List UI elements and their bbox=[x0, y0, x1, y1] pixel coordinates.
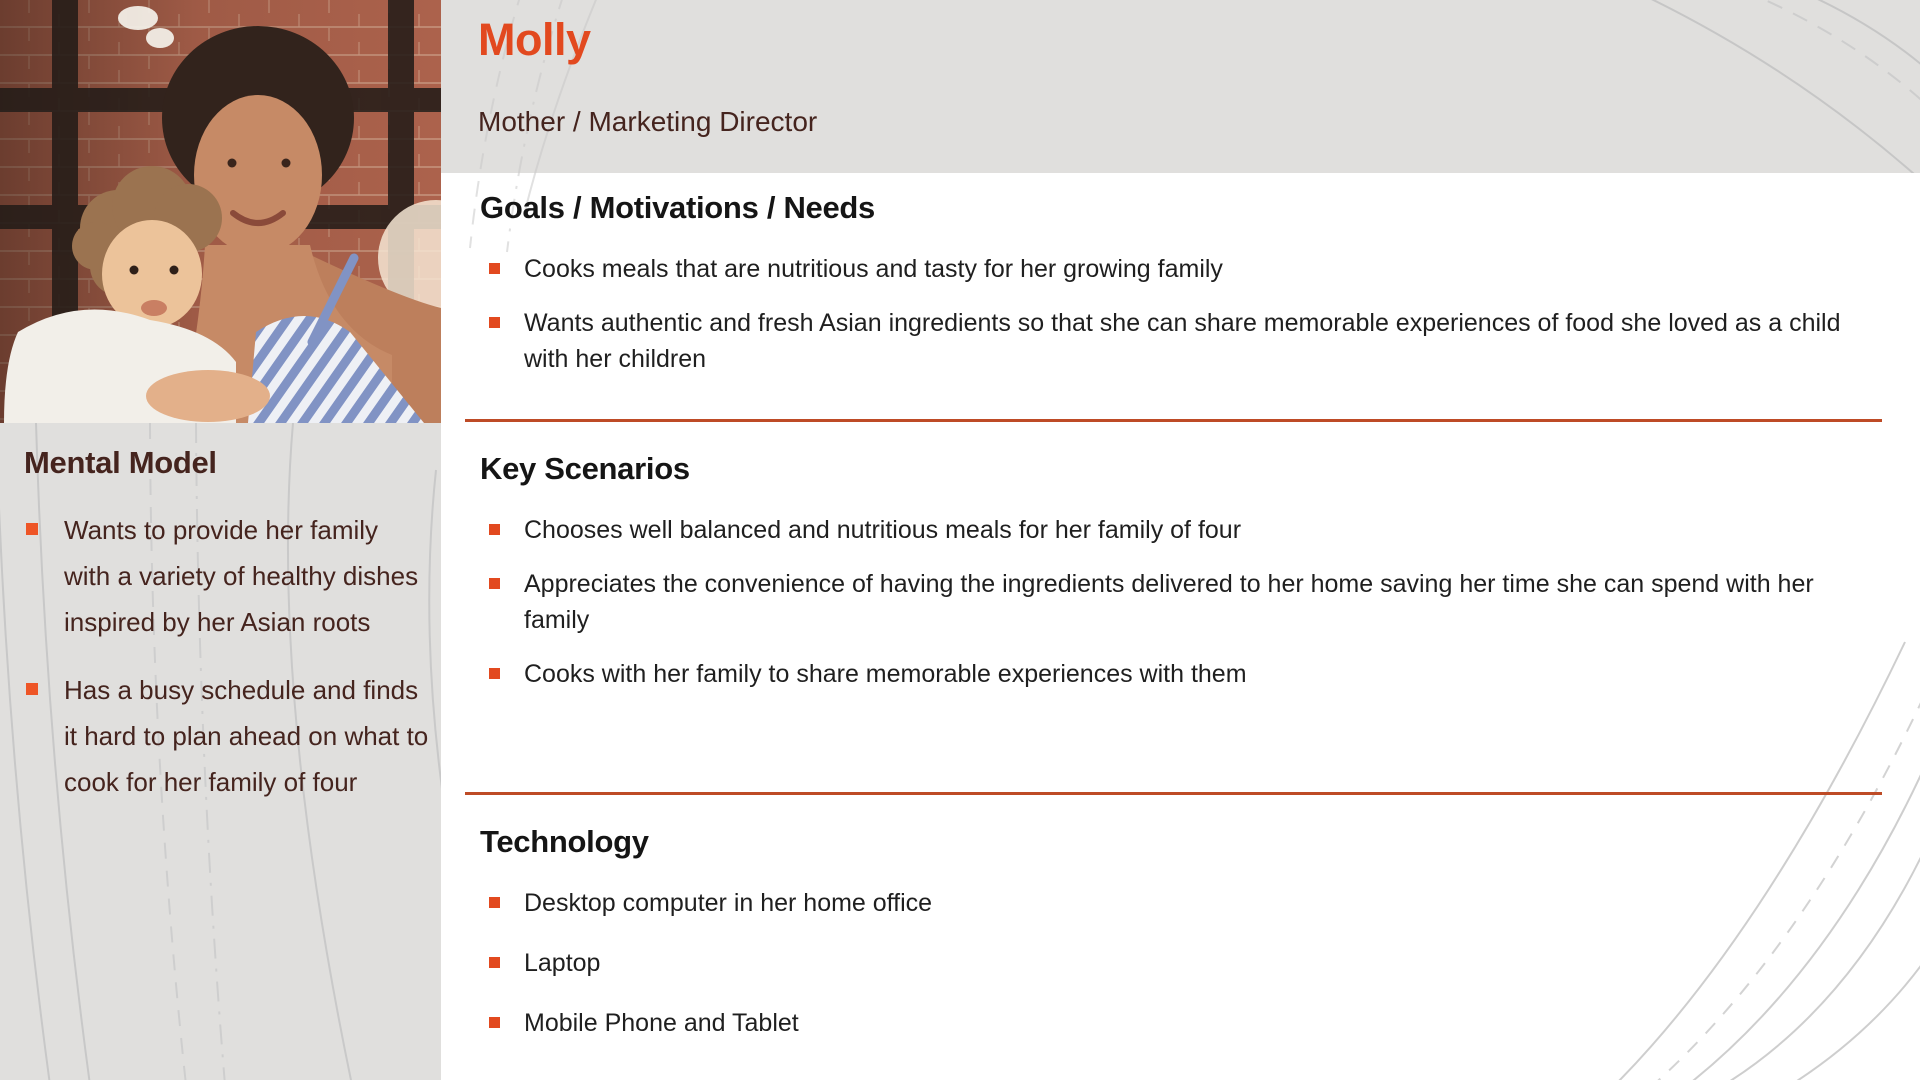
item-text: Desktop computer in her home office bbox=[524, 889, 933, 917]
main-content bbox=[441, 173, 1920, 1080]
section-heading: Technology bbox=[480, 824, 649, 859]
key-scenarios-list bbox=[480, 512, 1880, 692]
persona-name: Molly bbox=[478, 14, 591, 65]
list-item bbox=[24, 507, 431, 645]
bullet-square-icon bbox=[489, 957, 500, 968]
bullet-square-icon bbox=[489, 317, 500, 328]
list-item bbox=[24, 667, 431, 805]
goals-section bbox=[480, 189, 1880, 377]
bullet-square-icon bbox=[489, 578, 500, 589]
key-scenarios-section bbox=[480, 450, 1880, 692]
bullet-square-icon bbox=[489, 524, 500, 535]
bullet-square-icon bbox=[26, 523, 38, 535]
item-text: Cooks meals that are nutritious and tasty for her growing family bbox=[524, 255, 1223, 283]
list-item bbox=[480, 656, 1880, 692]
section-divider bbox=[465, 419, 1882, 422]
technology-section bbox=[480, 823, 1880, 1041]
list-item bbox=[480, 885, 1880, 921]
list-item bbox=[480, 305, 1880, 377]
list-item bbox=[480, 512, 1880, 548]
item-text: Cooks with her family to share memorable experiences with them bbox=[524, 660, 1247, 688]
mental-model-list bbox=[24, 507, 431, 805]
mental-model-heading: Mental Model bbox=[24, 445, 217, 480]
section-divider bbox=[465, 792, 1882, 795]
list-item bbox=[480, 945, 1880, 981]
bullet-square-icon bbox=[489, 263, 500, 274]
item-text: Wants to provide her family with a variety of healthy dishes inspired by her Asian roots bbox=[64, 515, 419, 637]
section-heading: Goals / Motivations / Needs bbox=[480, 190, 875, 225]
list-item bbox=[480, 251, 1880, 287]
bullet-square-icon bbox=[26, 683, 38, 695]
bullet-square-icon bbox=[489, 1017, 500, 1028]
persona-photo bbox=[0, 0, 441, 423]
list-item bbox=[480, 566, 1880, 638]
item-text: Appreciates the convenience of having the ingredients delivered to her home saving her time she can spend with her family bbox=[524, 570, 1814, 634]
goals-list bbox=[480, 251, 1880, 377]
bullet-square-icon bbox=[489, 668, 500, 679]
persona-role: Mother / Marketing Director bbox=[478, 106, 818, 137]
item-text: Wants authentic and fresh Asian ingredients so that she can share memorable experiences of food she loved as a child with her children bbox=[524, 309, 1841, 373]
item-text: Laptop bbox=[524, 949, 601, 977]
mental-model-panel bbox=[0, 423, 441, 1080]
item-text: Chooses well balanced and nutritious meals for her family of four bbox=[524, 516, 1242, 544]
item-text: Has a busy schedule and finds it hard to plan ahead on what to cook for her family of four bbox=[64, 675, 429, 797]
technology-list bbox=[480, 885, 1880, 1041]
list-item bbox=[480, 1005, 1880, 1041]
section-heading: Key Scenarios bbox=[480, 451, 690, 486]
bullet-square-icon bbox=[489, 897, 500, 908]
header-band bbox=[441, 0, 1920, 173]
item-text: Mobile Phone and Tablet bbox=[524, 1009, 799, 1037]
